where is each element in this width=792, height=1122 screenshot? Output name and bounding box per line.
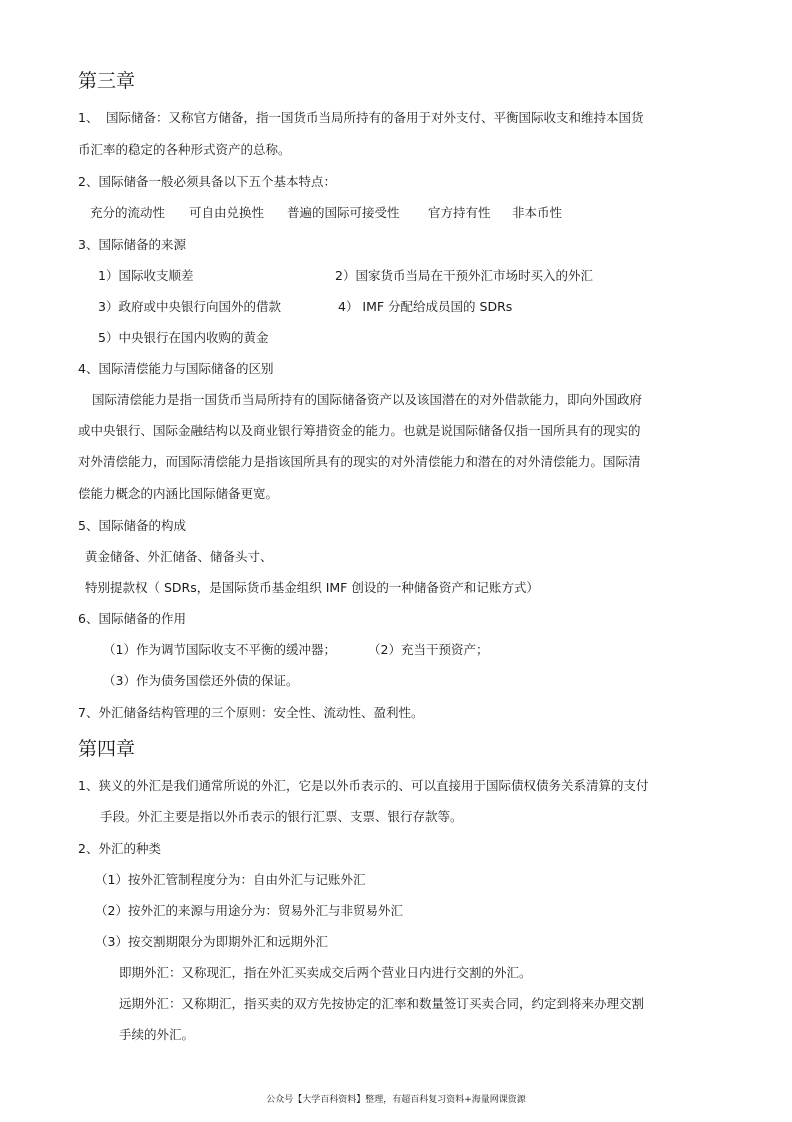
fx-type-1: （1）按外汇管制程度分为：自由外汇与记账外汇 — [95, 872, 366, 887]
ch3-item-4-para-line2: 或中央银行、国际金融结构以及商业银行筹措资金的能力。也就是说国际储备仅指一国所具有的现实的 — [78, 423, 641, 438]
chapter-3-title: 第三章 — [78, 70, 136, 92]
fx-type-2: （2）按外汇的来源与用途分为：贸易外汇与非贸易外汇 — [95, 903, 403, 918]
role-3: （3）作为债务国偿还外债的保证。 — [103, 673, 299, 688]
role-2: （2）充当干预资产； — [368, 642, 489, 657]
source-5: 5）中央银行在国内收购的黄金 — [98, 330, 269, 345]
feature-convertibility: 可自由兑换性 — [189, 205, 265, 220]
ch3-item-4: 4、国际清偿能力与国际储备的区别 — [78, 361, 274, 376]
ch3-item-4-para-line1: 国际清偿能力是指一国货币当局所持有的国际储备资产以及该国潜在的对外借款能力，即向外国政府 — [92, 392, 643, 407]
ch3-item-2: 2、国际储备一般必须具备以下五个基本特点： — [78, 174, 336, 189]
spot-fx-definition: 即期外汇：又称现汇，指在外汇买卖成交后两个营业日内进行交割的外汇。 — [119, 965, 532, 980]
chapter-4-title: 第四章 — [78, 738, 136, 760]
feature-official: 官方持有性 — [428, 205, 491, 220]
ch3-item-1-line1: 国际储备：又称官方储备，指一国货币当局所持有的备用于对外支付、平衡国际收支和维持本国货 — [106, 110, 644, 125]
ch3-item-4-para-line4: 偿能力概念的内涵比国际储备更宽。 — [78, 486, 279, 501]
source-4: 4） IMF 分配给成员国的 SDRs — [338, 299, 513, 314]
ch4-item-1-line2: 手段。外汇主要是指以外币表示的银行汇票、支票、银行存款等。 — [100, 809, 463, 824]
role-1: （1）作为调节国际收支不平衡的缓冲器； — [103, 642, 336, 657]
feature-non-domestic: 非本币性 — [512, 205, 563, 220]
ch3-item-1-line2: 币汇率的稳定的各种形式资产的总称。 — [78, 142, 291, 157]
forward-fx-definition-line2: 手续的外汇。 — [119, 1027, 195, 1042]
ch3-item-6: 6、国际储备的作用 — [78, 611, 186, 626]
ch3-item-1-number: 1、 — [78, 110, 99, 125]
forward-fx-definition-line1: 远期外汇：又称期汇，指买卖的双方先按协定的汇率和数量签订买卖合同，约定到将来办理交割 — [119, 996, 645, 1011]
ch3-item-5: 5、国际储备的构成 — [78, 518, 186, 533]
ch3-item-3: 3、国际储备的来源 — [78, 237, 186, 252]
ch3-item-5-line1: 黄金储备、外汇储备、储备头寸、 — [85, 549, 273, 564]
ch4-item-1-line1: 1、狭义的外汇是我们通常所说的外汇，它是以外币表示的、可以直接用于国际债权债务关系清算的支付 — [78, 778, 649, 793]
page-footer: 公众号【大学百科资料】整理，有超百科复习资料+海量网课资源 — [266, 1095, 526, 1105]
source-2: 2）国家货币当局在干预外汇市场时买入的外汇 — [335, 268, 593, 283]
feature-liquidity: 充分的流动性 — [90, 205, 166, 220]
ch3-item-7: 7、外汇储备结构管理的三个原则：安全性、流动性、盈利性。 — [78, 705, 424, 720]
source-1: 1）国际收支顺差 — [98, 268, 194, 283]
ch4-item-2: 2、外汇的种类 — [78, 841, 161, 856]
ch3-item-5-line2: 特别提款权（ SDRs，是国际货币基金组织 IMF 创设的一种储备资产和记账方式） — [85, 580, 539, 595]
source-3: 3）政府或中央银行向国外的借款 — [98, 299, 281, 314]
fx-type-3: （3）按交割期限分为即期外汇和远期外汇 — [95, 934, 328, 949]
feature-acceptability: 普遍的国际可接受性 — [287, 205, 400, 220]
ch3-item-4-para-line3: 对外清偿能力，而国际清偿能力是指该国所具有的现实的对外清偿能力和潜在的对外清偿能力。国际清 — [78, 454, 641, 469]
